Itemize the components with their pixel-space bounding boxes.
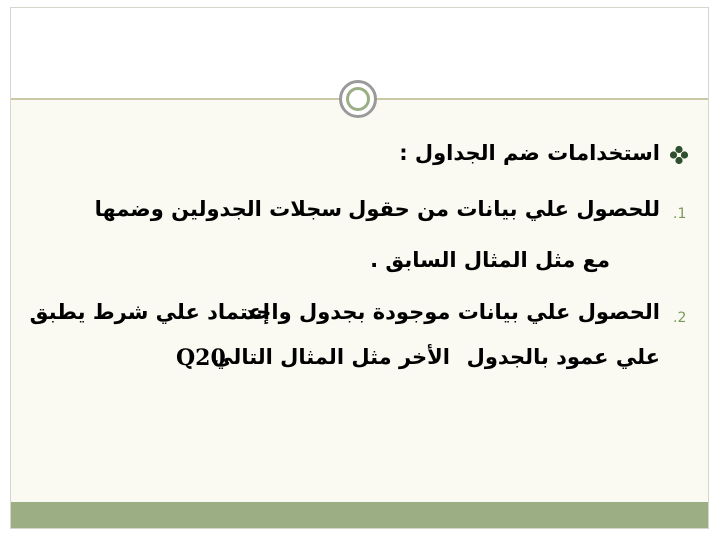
item-1-line1-part2: سجلات الجدولين وضمها xyxy=(94,197,342,221)
item-1-line1-part1: للحصول علي بيانات من حقول xyxy=(348,197,660,221)
item-2-number: .2 xyxy=(673,310,687,326)
item-2-line1-part1: الحصول علي بيانات موجودة بجدول واحد xyxy=(244,300,660,324)
item-1-number: .1 xyxy=(673,206,687,222)
item-2-line2-part1: علي عمود بالجدول xyxy=(466,345,660,369)
item-2-line2-part2: الأخر مثل المثال التالي xyxy=(212,345,450,369)
item-1-line2: مع مثل المثال السابق . xyxy=(370,248,610,272)
circle-ornament-icon xyxy=(339,80,377,118)
heading-text: استخدامات ضم الجداول : xyxy=(399,141,660,165)
item-2-line1-part2: إعتماد علي شرط يطبق xyxy=(29,300,270,324)
question-tag: Q20 xyxy=(176,345,226,371)
footer-band xyxy=(11,502,708,528)
diamond-bullet-icon xyxy=(669,145,689,165)
